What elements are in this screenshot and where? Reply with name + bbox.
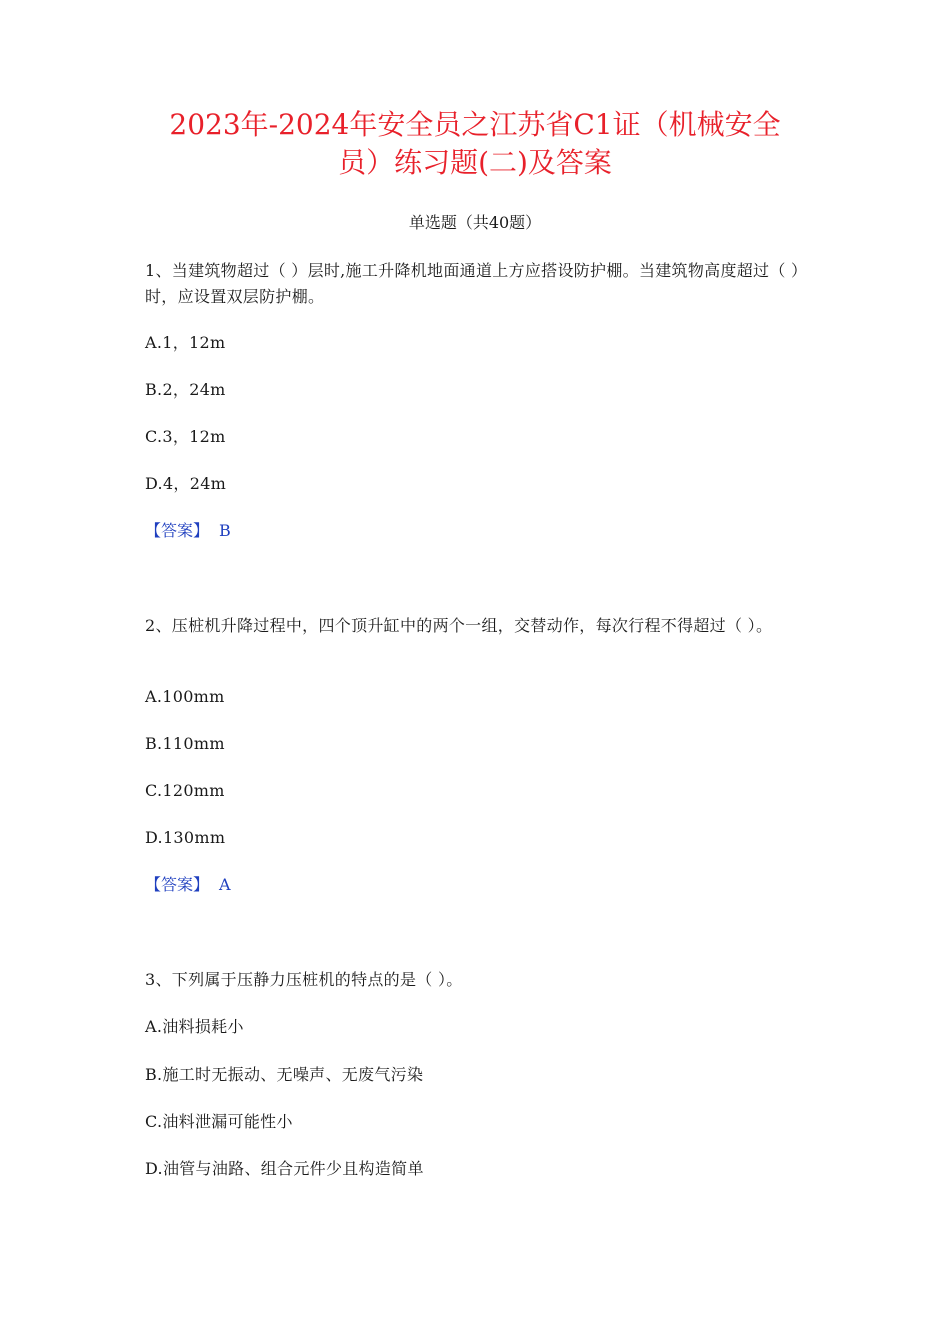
title-line-1: 2023年-2024年安全员之江苏省C1证（机械安全 xyxy=(169,108,781,141)
question-3-option-d: D.油管与油路、组合元件少且构造简单 xyxy=(145,1159,424,1178)
question-2-answer xyxy=(145,874,231,896)
question-2-option-b: B.110mm xyxy=(145,734,225,753)
question-3-text: 3、下列属于压静力压桩机的特点的是（ ）。 xyxy=(145,970,463,989)
answer-value: B xyxy=(219,521,231,540)
answer-label: 【答案】 xyxy=(145,521,210,540)
section-header: 单选题（共40题） xyxy=(408,213,542,232)
question-3-option-a: A.油料损耗小 xyxy=(145,1017,244,1036)
question-2-option-c: C.120mm xyxy=(145,781,225,800)
question-1-option-b: B.2，24m xyxy=(145,380,226,399)
question-3-option-c: C.油料泄漏可能性小 xyxy=(145,1112,293,1131)
question-3-option-b: B.施工时无振动、无噪声、无废气污染 xyxy=(145,1065,424,1084)
document-title xyxy=(150,106,800,182)
question-2-text: 2、压桩机升降过程中，四个顶升缸中的两个一组，交替动作，每次行程不得超过（ ）。 xyxy=(145,616,773,635)
question-2-option-d: D.130mm xyxy=(145,828,226,847)
question-2-option-a: A.100mm xyxy=(145,687,225,706)
question-1-answer xyxy=(145,520,231,542)
question-1-option-d: D.4，24m xyxy=(145,474,227,493)
question-1-text: 1、当建筑物超过（ ）层时,施工升降机地面通道上方应搭设防护棚。当建筑物高度超过（ ）时，应设置双层防护棚。 xyxy=(145,261,808,306)
title-line-2: 员）练习题(二)及答案 xyxy=(338,146,612,179)
question-1-option-a: A.1，12m xyxy=(145,333,226,352)
question-1-option-c: C.3，12m xyxy=(145,427,226,446)
answer-label: 【答案】 xyxy=(145,875,210,894)
answer-value: A xyxy=(219,875,231,894)
